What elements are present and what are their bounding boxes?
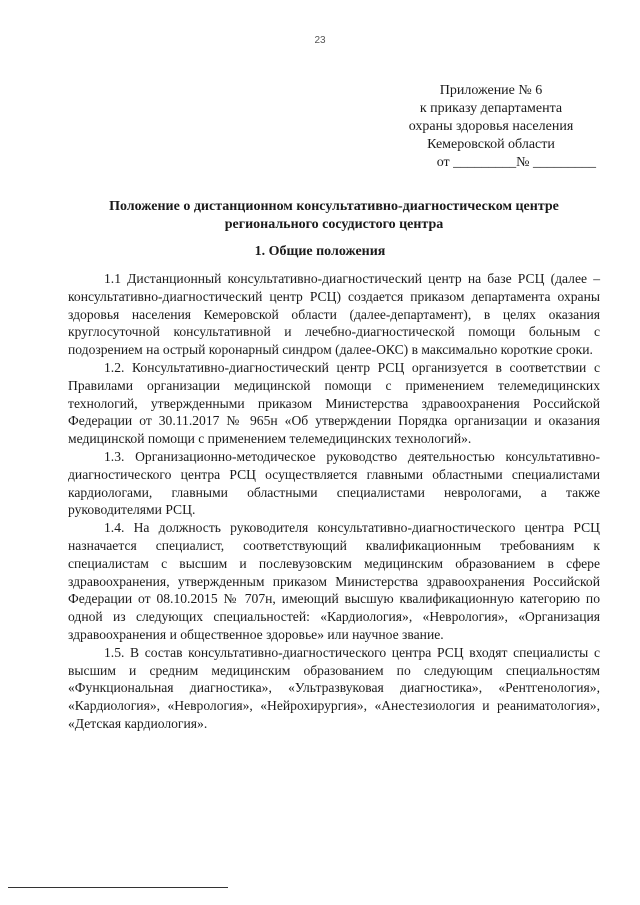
appendix-department: охраны здоровья населения [408, 119, 574, 134]
appendix-region: Кемеровской области [427, 137, 555, 152]
paragraph-1-3: 1.3. Организационно-методическое руководство деятельностью консультативно-диагностического центра РСЦ осуществляется главными областными специалистами кардиологами, главными областными специалистами неврологами, а также руководителями РСЦ. [68, 448, 600, 518]
section-heading: 1. Общие положения [254, 244, 386, 259]
paragraph-1-5: 1.5. В состав консультативно-диагностического центра РСЦ входят специалисты с высшим и средним медицинским образованием по следующим специальностям «Функциональная диагностика», «Ультразвуковая диагностика», «Рентгенология», «Кардиология», «Неврология», «Нейрохирургия», «Анестезиология и реаниматология», «Детская кардиология». [68, 644, 600, 731]
paragraph-1-2: 1.2. Консультативно-диагностический центр РСЦ организуется в соответствии с Правилами организации медицинской помощи с применением телемедицинских технологий, утвержденными приказом Министерства здравоохранения Российской Федерации от 30.11.2017 № 965н «Об утверждении Порядка организации и оказания медицинской помощи с применением телемедицинских технологий». [68, 359, 600, 447]
page-number: 23 [314, 35, 326, 46]
appendix-date-number: от _________№ _________ [436, 155, 596, 170]
appendix-block [386, 82, 596, 172]
section-body [68, 270, 600, 733]
document-title: Положение о дистанционном консультативно-диагностическом центре регионального сосудистого центра [109, 199, 559, 232]
footnote-divider [8, 887, 228, 888]
appendix-title: Приложение № 6 [439, 83, 543, 98]
appendix-order-ref: к приказу департамента [419, 101, 563, 116]
paragraph-1-4: 1.4. На должность руководителя консультативно-диагностического центра РСЦ назначается специалист, соответствующий квалификационным требованиям к специалистам с высшим и послевузовским медицинским образованием в сфере здравоохранения, утвержденным приказом Министерства здравоохранения Российской Федерации от 08.10.2015 № 707н, имеющий высшую квалификационную категорию по одной из следующих специальностей: «Кардиология», «Неврология», «Организация здравоохранения и общественное здоровье» или научное звание. [68, 520, 600, 642]
paragraph-1-1: 1.1 Дистанционный консультативно-диагностический центр на базе РСЦ (далее – консультативно-диагностический центр РСЦ) создается приказом департамента охраны здоровья населения Кемеровской области (далее-департамент), в целях оказания круглосуточной консультативной и лечебно-диагностической помощи больным с подозрением на острый коронарный синдром (далее-ОКС) в максимально короткие сроки. [68, 271, 600, 358]
